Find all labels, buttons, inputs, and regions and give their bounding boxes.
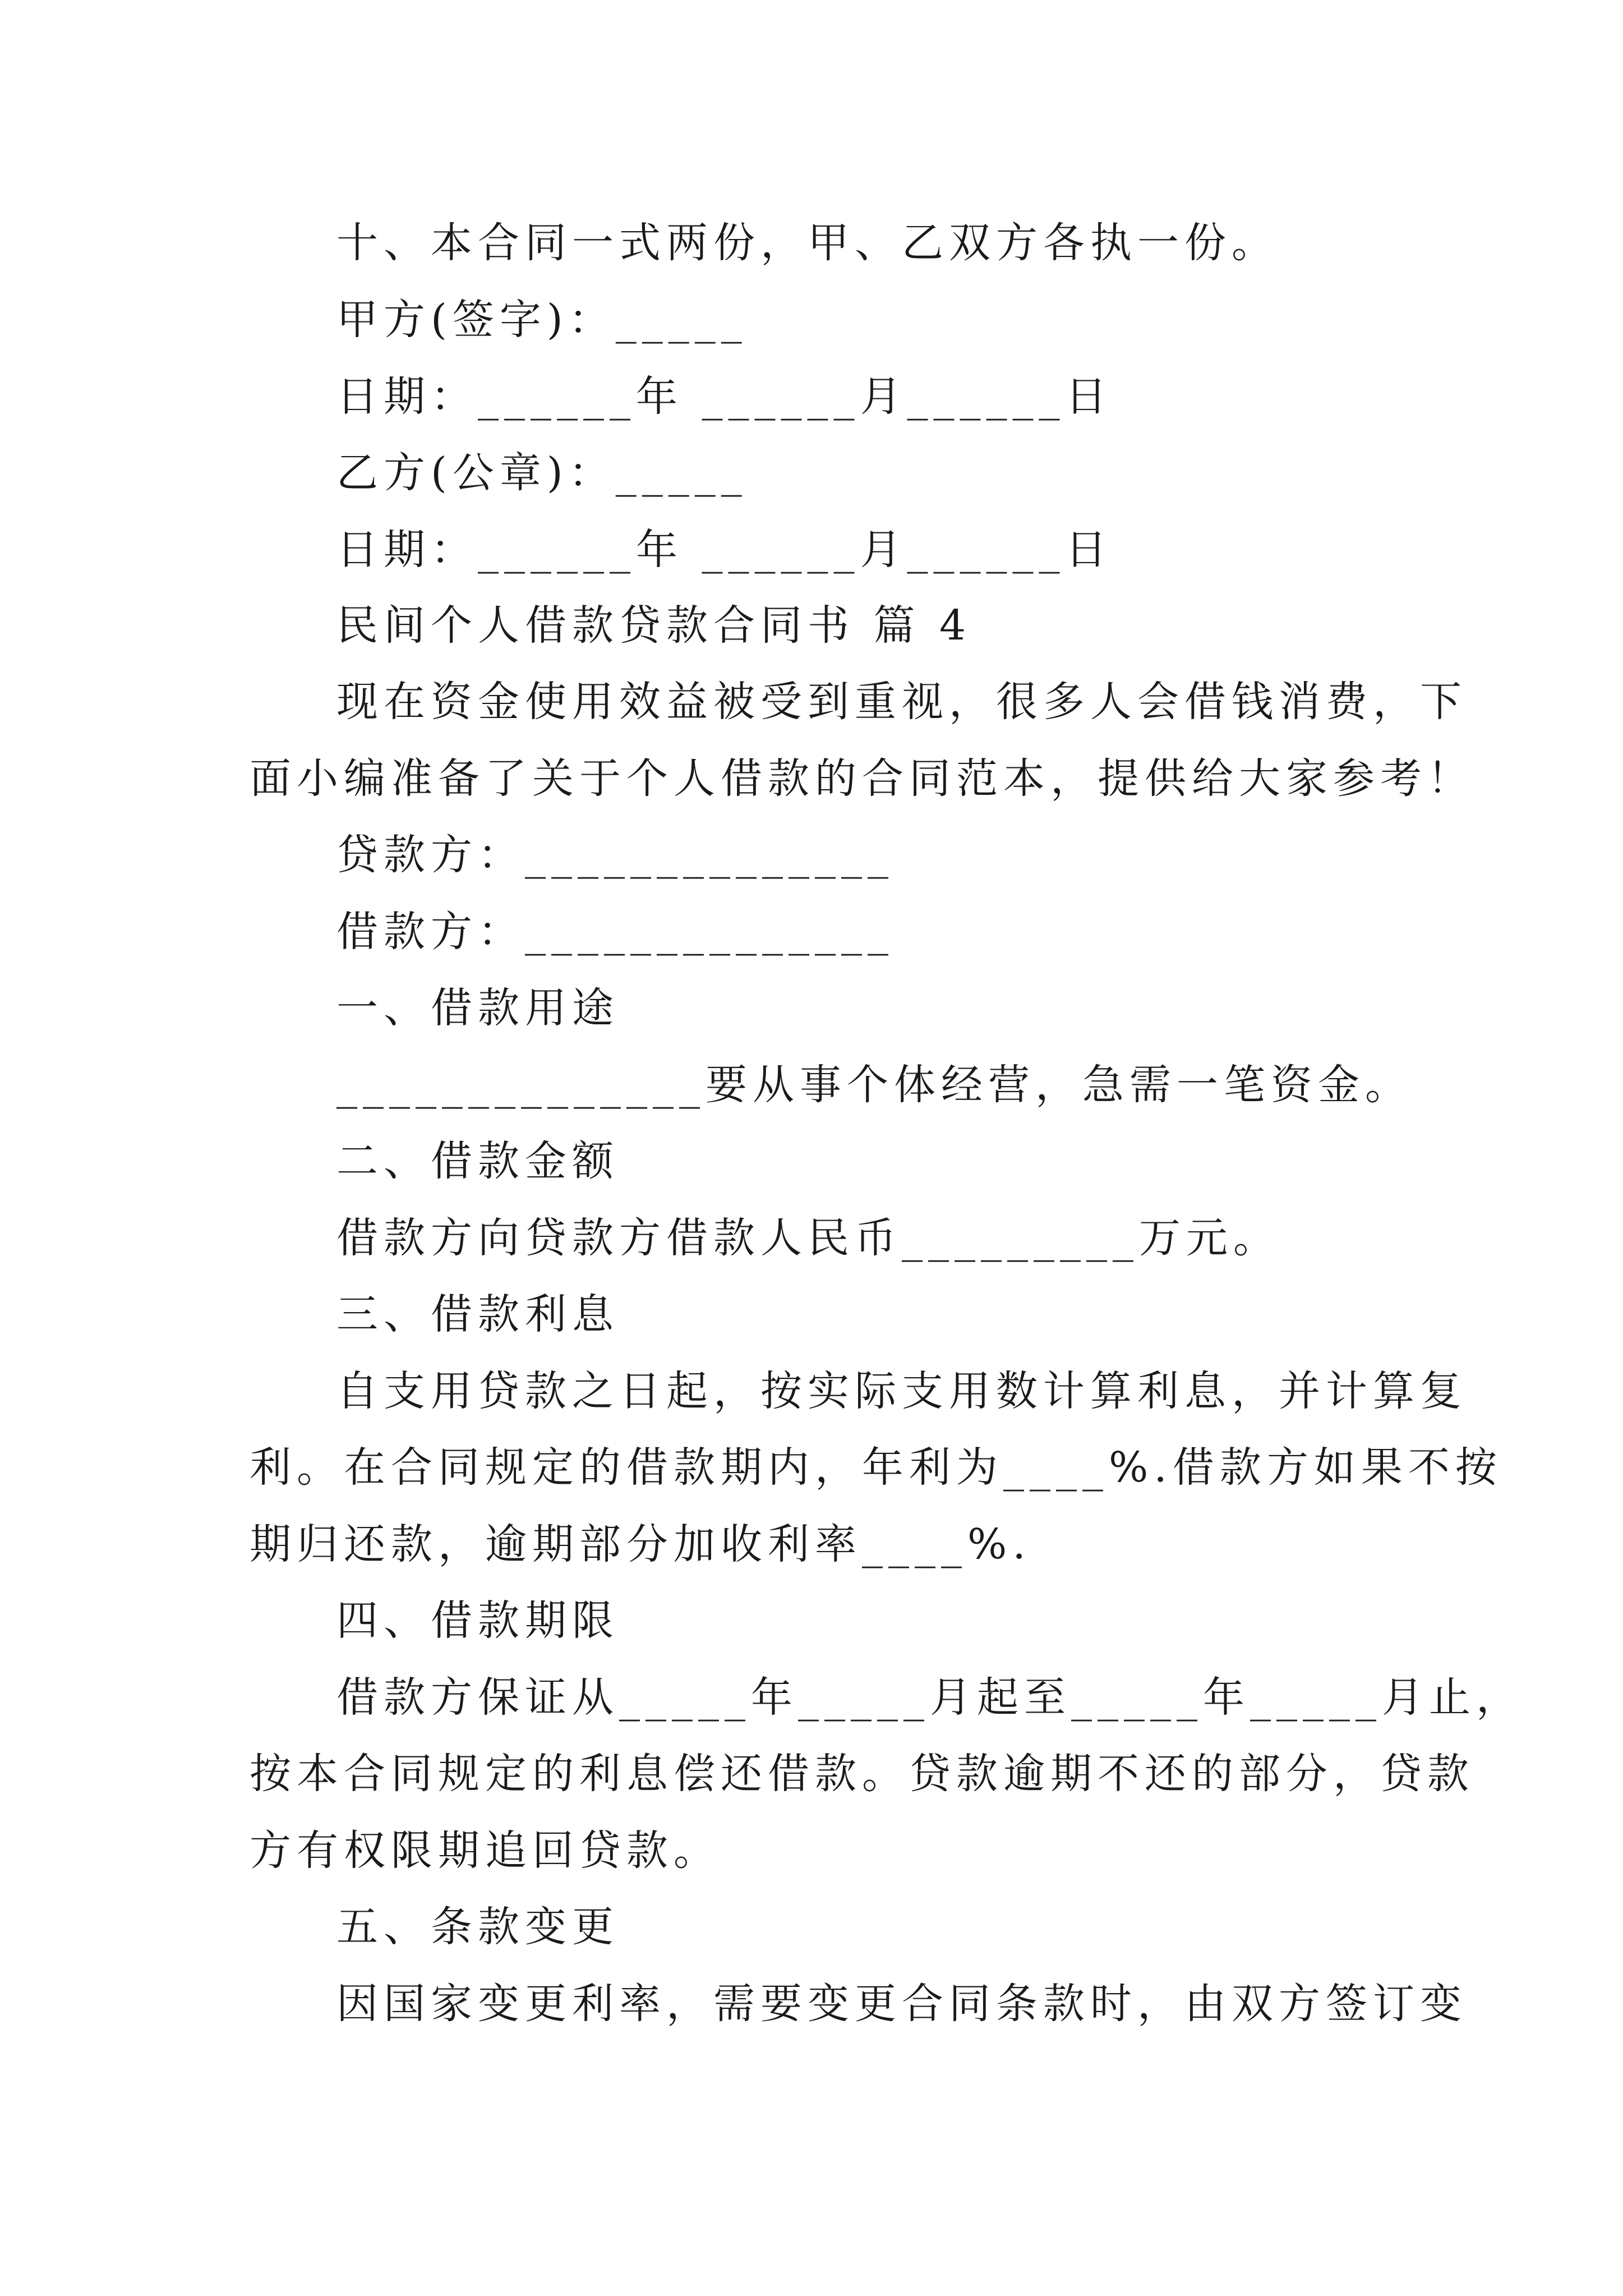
term-line-2: 按本合同规定的利息偿还借款。贷款逾期不还的部分，贷款 — [250, 1750, 1474, 1798]
loan-amount-text: 借款方向贷款方借款人民币_________万元。 — [336, 1214, 1280, 1262]
section-title: 民间个人借款贷款合同书 篇 4 — [336, 601, 972, 650]
lender-field: 贷款方：______________ — [336, 831, 894, 879]
heading-clause-change: 五、条款变更 — [336, 1903, 619, 1951]
interest-line-1: 自支用贷款之日起，按实际支用数计算利息，并计算复 — [336, 1367, 1467, 1415]
party-b-date: 日期：______年 ______月______日 — [336, 526, 1113, 574]
heading-loan-purpose: 一、借款用途 — [336, 984, 619, 1032]
loan-purpose-text: ______________要从事个体经营，急需一笔资金。 — [336, 1061, 1412, 1109]
interest-line-3: 期归还款，逾期部分加收利率____%. — [250, 1520, 1031, 1568]
intro-line-1: 现在资金使用效益被受到重视，很多人会借钱消费，下 — [336, 678, 1467, 726]
party-b-seal: 乙方(公章)：_____ — [336, 449, 748, 497]
heading-loan-term: 四、借款期限 — [336, 1596, 619, 1645]
borrower-field: 借款方：______________ — [336, 908, 894, 956]
interest-line-2: 利。在合同规定的借款期内，年利为____%.借款方如果不按 — [250, 1443, 1502, 1492]
intro-line-2: 面小编准备了关于个人借款的合同范本，提供给大家参考！ — [250, 754, 1474, 803]
term-line-1: 借款方保证从_____年_____月起至_____年_____月止， — [336, 1673, 1523, 1722]
clause-ten: 十、本合同一式两份，甲、乙双方各执一份。 — [336, 219, 1279, 267]
party-a-date: 日期：______年 ______月______日 — [336, 372, 1113, 421]
heading-loan-amount: 二、借款金额 — [336, 1137, 619, 1185]
heading-loan-interest: 三、借款利息 — [336, 1290, 619, 1338]
clause-change-line-1: 因国家变更利率，需要变更合同条款时，由双方签订变 — [336, 1980, 1467, 2028]
party-a-signature: 甲方(签字)：_____ — [336, 296, 748, 344]
term-line-3: 方有权限期追回贷款。 — [250, 1826, 721, 1875]
